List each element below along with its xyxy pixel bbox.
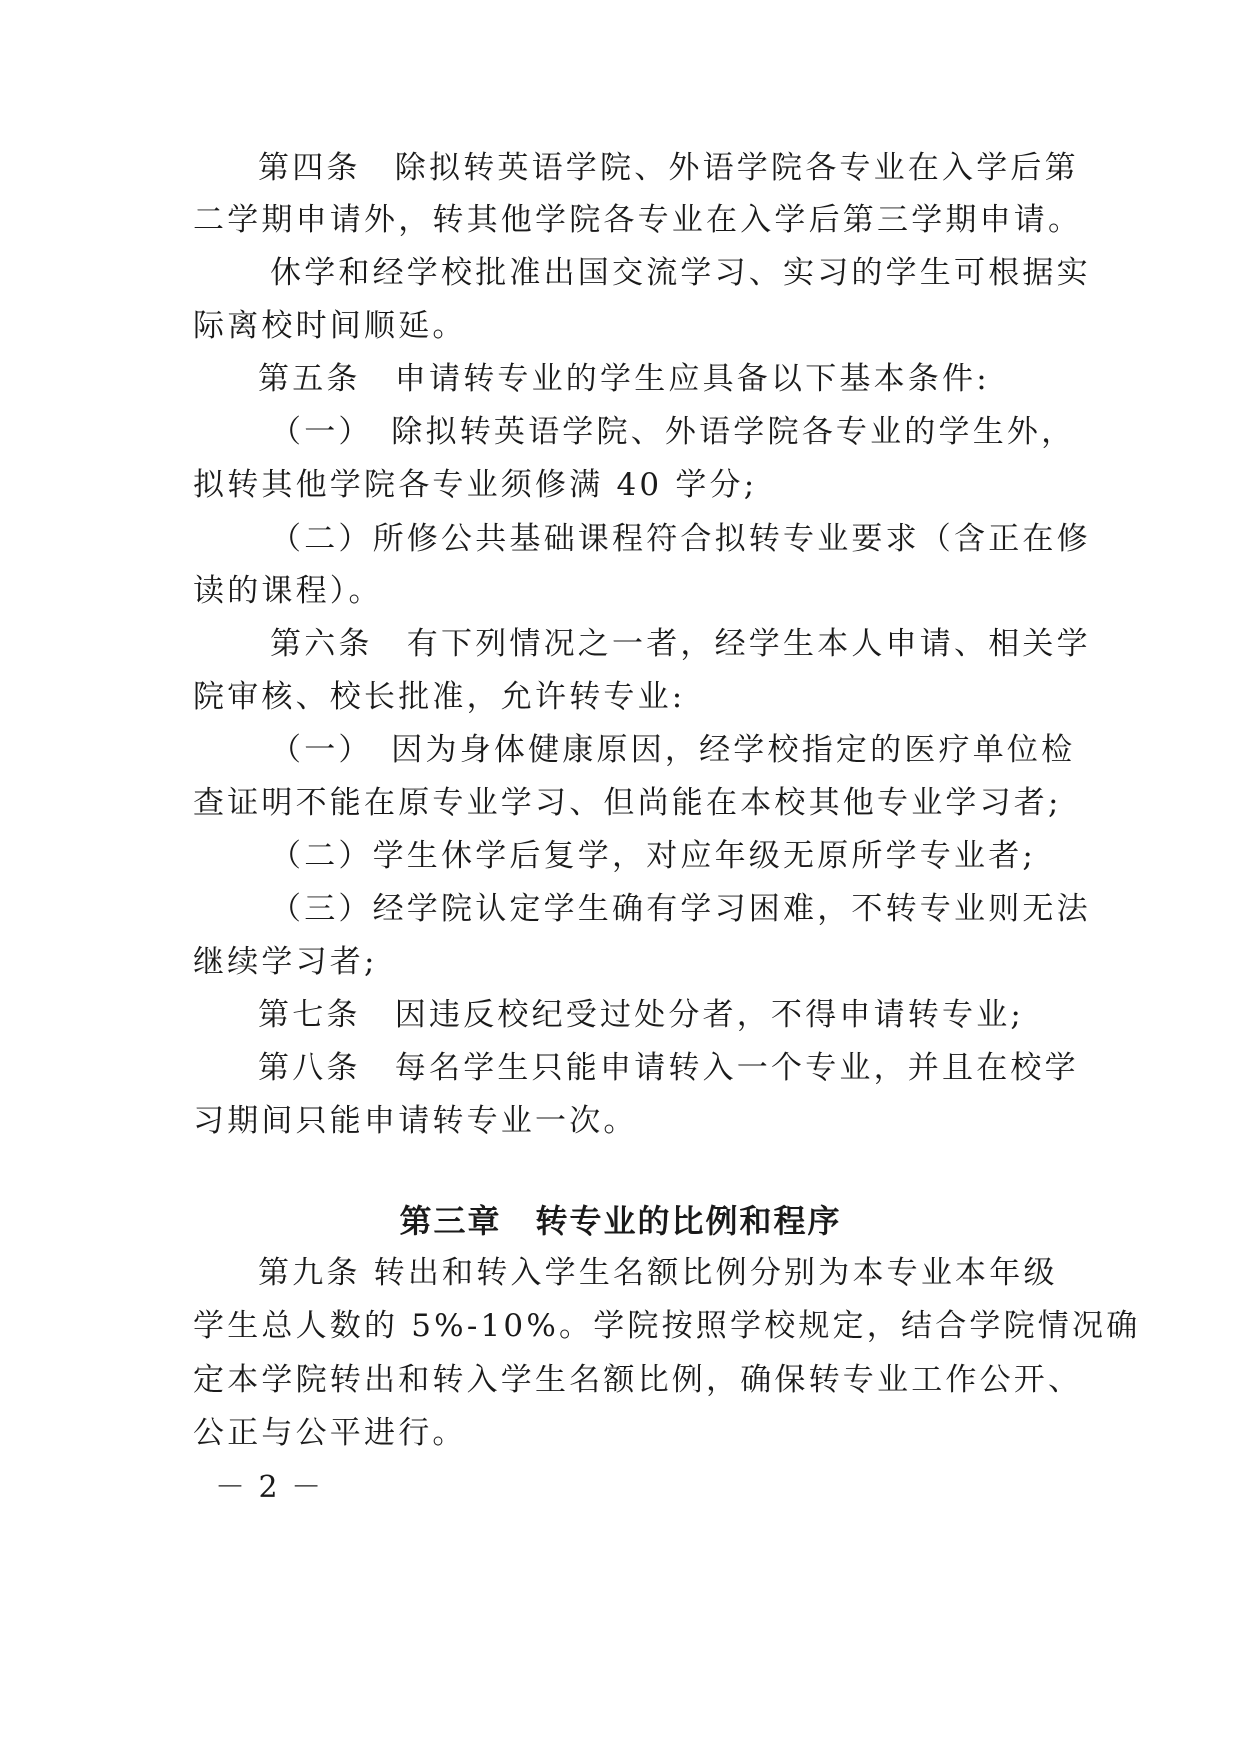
paragraph-line: 拟转其他学院各专业须修满 40 学分; — [193, 467, 758, 503]
paragraph-line: 第四条 除拟转英语学院、外语学院各专业在入学后第 — [258, 150, 1079, 186]
paragraph-line: 第九条 转出和转入学生名额比例分别为本专业本年级 — [258, 1255, 1058, 1291]
page-number: － 2 － — [215, 1470, 324, 1505]
paragraph-line: 公正与公平进行。 — [193, 1415, 467, 1451]
paragraph-line: 第五条 申请转专业的学生应具备以下基本条件: — [258, 361, 990, 397]
paragraph-line: 第六条 有下列情况之一者，经学生本人申请、相关学 — [270, 626, 1091, 662]
paragraph-line: （三）经学院认定学生确有学习困难，不转专业则无法 — [270, 891, 1091, 927]
chapter-heading: 第三章 转专业的比例和程序 — [399, 1202, 842, 1240]
paragraph-line: 第八条 每名学生只能申请转入一个专业，并且在校学 — [258, 1050, 1079, 1086]
paragraph-line: 院审核、校长批准，允许转专业: — [193, 679, 686, 715]
paragraph-line: 读的课程）。 — [193, 573, 383, 609]
paragraph-line: （二）学生休学后复学，对应年级无原所学专业者; — [270, 838, 1037, 874]
paragraph-line: （一） 因为身体健康原因，经学校指定的医疗单位检 — [270, 732, 1076, 768]
paragraph-line: 二学期申请外，转其他学院各专业在入学后第三学期申请。 — [193, 202, 1083, 238]
paragraph-line: （一） 除拟转英语学院、外语学院各专业的学生外， — [270, 414, 1076, 450]
paragraph-line: 查证明不能在原专业学习、但尚能在本校其他专业学习者; — [193, 785, 1062, 821]
paragraph-line: 际离校时间顺延。 — [193, 308, 467, 344]
paragraph-line: 继续学习者; — [193, 944, 378, 980]
paragraph-line: （二）所修公共基础课程符合拟转专业要求（含正在修 — [270, 521, 1091, 557]
paragraph-line: 休学和经学校批准出国交流学习、实习的学生可根据实 — [270, 255, 1091, 291]
paragraph-line: 第七条 因违反校纪受过处分者，不得申请转专业; — [258, 997, 1025, 1033]
paragraph-line: 学生总人数的 5%-10%。学院按照学校规定，结合学院情况确 — [193, 1308, 1141, 1344]
paragraph-line: 习期间只能申请转专业一次。 — [193, 1103, 638, 1139]
paragraph-line: 定本学院转出和转入学生名额比例，确保转专业工作公开、 — [193, 1362, 1083, 1398]
